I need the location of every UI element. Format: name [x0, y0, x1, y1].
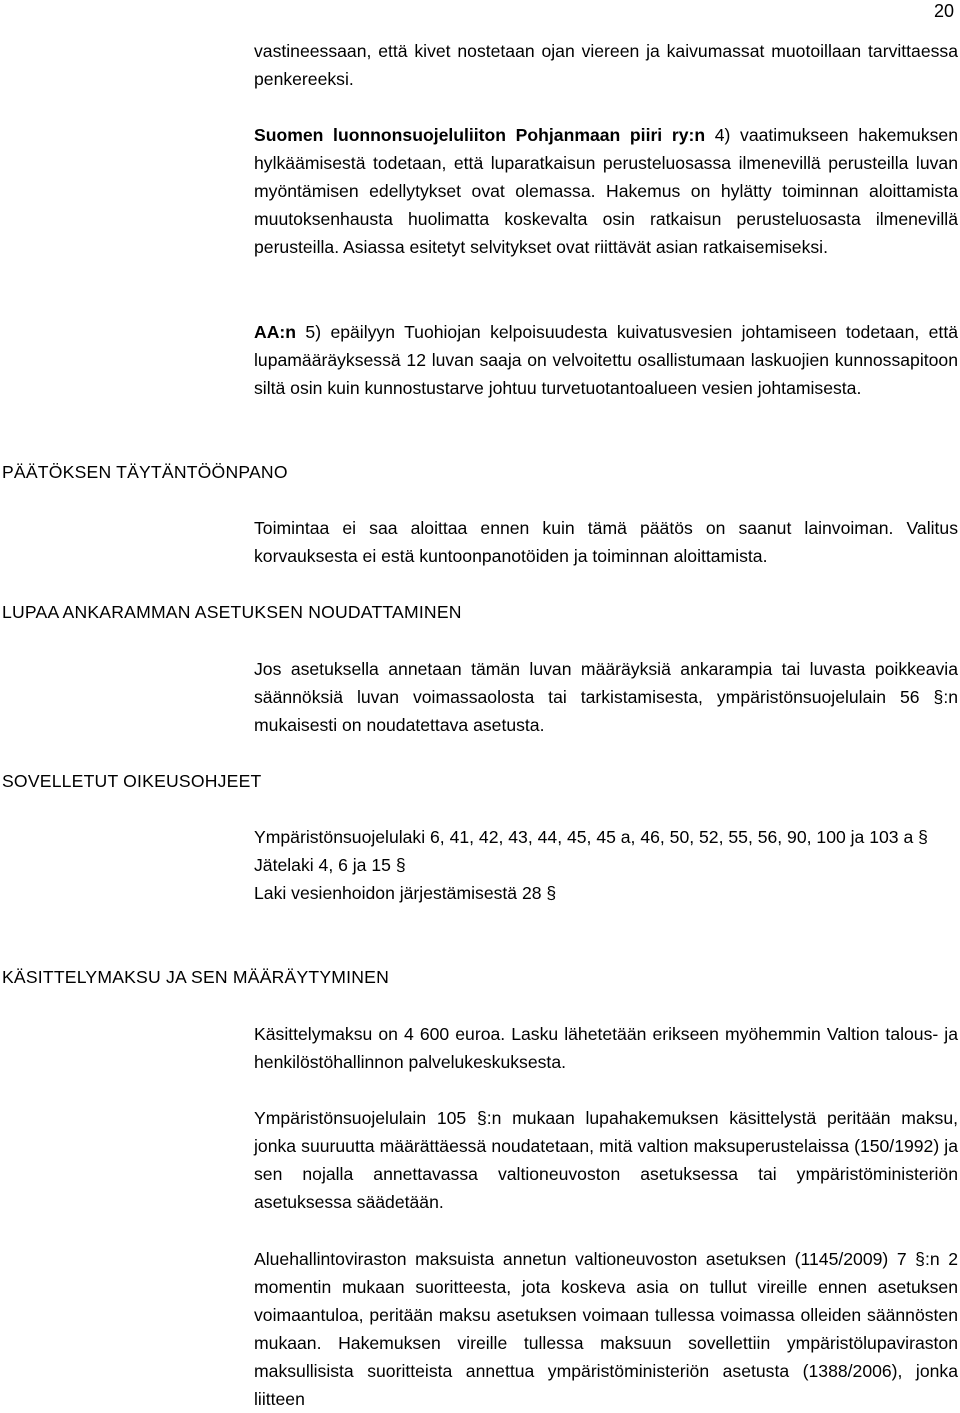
party-name: AA:n	[254, 322, 297, 342]
heading-legal-provisions: SOVELLETUT OIKEUSOHJEET	[2, 771, 262, 791]
page-number: 20	[933, 1, 954, 21]
legal-provision-item: Jätelaki 4, 6 ja 15 §	[254, 855, 406, 875]
paragraph-fee-transition: Aluehallintoviraston maksuista annetun valtioneuvoston asetuksen (1145/2009) 7 §:n 2 momentin mukaan suoritteesta, jota koskeva asia on tullut vireille ennen asetuksen voimaantuloa, peritään maksu asetuksen voimaan tullessa voimassa olleiden säännösten mukaan. Hakemuksen vireille tullessa maksuun sovellettiin ympäristölupaviraston maksullisista suoritteista annettua ympäristöministeriön asetusta (1388/2006), jonka liitteen	[254, 1249, 958, 1409]
paragraph-aa-response	[254, 318, 958, 402]
paragraph-fee-basis: Ympäristönsuojelulain 105 §:n mukaan lupahakemuksen käsittelystä peritään maksu, jonka suuruutta määrättäessä noudatetaan, mitä valtion maksuperustelaissa (150/1992) ja sen nojalla annettavassa valtioneuvoston asetuksessa tai ympäristöministeriön asetuksessa säädetään.	[254, 1108, 958, 1212]
legal-provisions-list	[254, 823, 958, 907]
paragraph-enforcement: Toimintaa ei saa aloittaa ennen kuin tämä päätös on saanut lainvoiman. Valitus korvauksesta ei estä kuntoonpanotöiden ja toiminnan aloittamista.	[254, 518, 958, 566]
organization-name: Suomen luonnonsuojeluliiton Pohjanmaan piiri ry:n	[254, 125, 706, 145]
legal-provision-item: Ympäristönsuojelulaki 6, 41, 42, 43, 44, 45, 45 a, 46, 50, 52, 55, 56, 90, 100 ja 103 a §	[254, 827, 928, 847]
legal-provision-item: Laki vesienhoidon järjestämisestä 28 §	[254, 883, 557, 903]
paragraph-aa-response-text: 5) epäilyyn Tuohiojan kelpoisuudesta kuivatusvesien johtamiseen todetaan, että lupamääräyksessä 12 luvan saaja on velvoitettu osallistumaan laskuojien kunnossapitoon siltä osin kuin kunnostustarve johtuu turvetuotantoalueen vesien johtamisesta.	[254, 322, 958, 398]
paragraph-fee-amount: Käsittelymaksu on 4 600 euroa. Lasku lähetetään erikseen myöhemmin Valtion talous- ja henkilöstöhallinnon palvelukeskuksesta.	[254, 1024, 958, 1072]
heading-stricter-decree: LUPAA ANKARAMMAN ASETUKSEN NOUDATTAMINEN	[2, 602, 462, 622]
heading-fee: KÄSITTELYMAKSU JA SEN MÄÄRÄYTYMINEN	[2, 967, 389, 987]
paragraph-nature-conservation	[254, 121, 958, 261]
paragraph-stone-removal: vastineessaan, että kivet nostetaan ojan viereen ja kaivumassat muotoillaan tarvittaessa penkereeksi.	[254, 41, 958, 89]
heading-enforcement: PÄÄTÖKSEN TÄYTÄNTÖÖNPANO	[2, 462, 288, 482]
paragraph-stricter-decree: Jos asetuksella annetaan tämän luvan määräyksiä ankarampia tai luvasta poikkeavia säännöksiä luvan voimassaolosta tai tarkistamisesta, ympäristönsuojelulain 56 §:n mukaisesti on noudatettava asetusta.	[254, 659, 958, 735]
paragraph-nature-conservation-text: 4) vaatimukseen hakemuksen hylkäämisestä todetaan, että luparatkaisun perusteluosassa ilmenevillä perusteilla luvan myöntämisen edellytykset ovat olemassa. Hakemus on hylätty toiminnan aloittamista muutoksenhausta huolimatta koskevalta osin ratkaisun perusteluosasta ilmenevillä perusteilla. Asiassa esitetyt selvitykset ovat riittävät asian ratkaisemiseksi.	[254, 125, 958, 257]
